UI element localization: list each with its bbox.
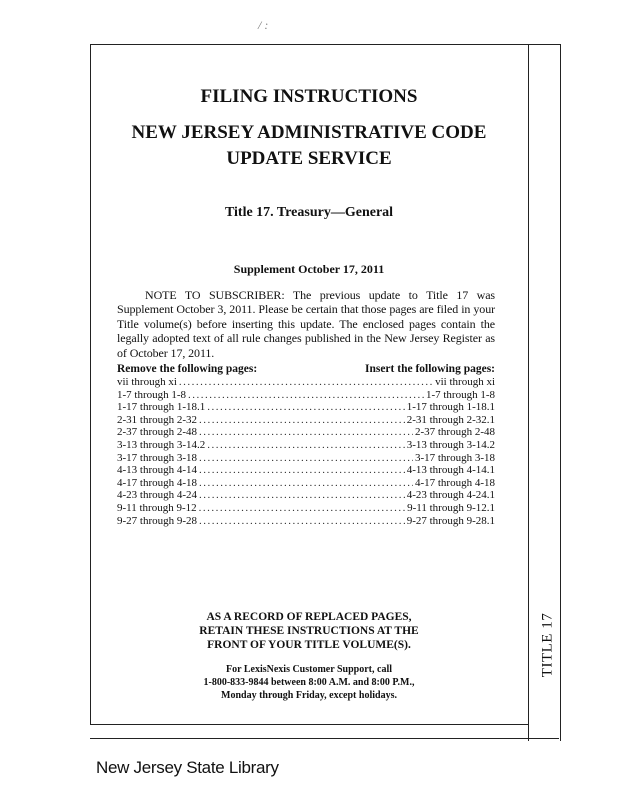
insert-pages: 4-17 through 4-18 <box>414 476 495 489</box>
list-item <box>117 477 495 490</box>
insert-pages: 9-27 through 9-28.1 <box>406 514 495 527</box>
title-tab-label: TITLE 17 <box>539 612 556 678</box>
leader-dots <box>188 389 424 402</box>
insert-pages: 4-13 through 4-14.1 <box>406 464 495 477</box>
list-item <box>117 439 495 452</box>
list-item <box>117 376 495 389</box>
insert-pages: 2-37 through 2-48 <box>414 426 495 439</box>
remove-pages: 4-23 through 4-24 <box>117 489 198 502</box>
leader-dots <box>199 426 413 439</box>
page-list-header <box>117 363 495 376</box>
remove-pages: 2-31 through 2-32 <box>117 413 198 426</box>
insert-pages: 3-13 through 3-14.2 <box>406 438 495 451</box>
list-item <box>117 389 495 402</box>
remove-pages: 4-13 through 4-14 <box>117 464 198 477</box>
library-footer: New Jersey State Library <box>96 758 279 777</box>
insert-pages: 3-17 through 3-18 <box>414 451 495 464</box>
leader-dots <box>207 401 404 414</box>
list-item <box>117 464 495 477</box>
leader-dots <box>199 489 405 502</box>
remove-pages: 3-17 through 3-18 <box>117 451 198 464</box>
remove-pages: 1-7 through 1-8 <box>117 388 187 401</box>
remove-pages: 9-27 through 9-28 <box>117 514 198 527</box>
remove-pages: 9-11 through 9-12 <box>117 501 197 514</box>
leader-dots <box>179 376 433 389</box>
subtitle-line-2: UPDATE SERVICE <box>226 148 392 169</box>
subtitle-line-1: NEW JERSEY ADMINISTRATIVE CODE <box>131 122 487 143</box>
insert-header: Insert the following pages: <box>364 363 495 375</box>
insert-pages: vii through xi <box>435 376 495 388</box>
leader-dots <box>207 439 404 452</box>
insert-pages: 1-7 through 1-8 <box>425 388 495 401</box>
remove-pages: vii through xi <box>117 376 177 388</box>
leader-dots <box>199 414 405 427</box>
insert-pages: 1-17 through 1-18.1 <box>406 401 495 414</box>
leader-dots <box>199 515 405 528</box>
supplement-date: Supplement October 17, 2011 <box>233 262 385 276</box>
support-line-3: Monday through Friday, except holidays. <box>221 690 397 701</box>
remove-pages: 1-17 through 1-18.1 <box>117 401 206 414</box>
page-list <box>117 363 495 527</box>
support-notice <box>90 663 528 702</box>
leader-dots <box>199 477 413 490</box>
record-line-2: RETAIN THESE INSTRUCTIONS AT THE <box>199 625 419 637</box>
page-subtitle <box>90 120 528 172</box>
insert-pages: 9-11 through 9-12.1 <box>407 501 495 514</box>
title-heading: Title 17. Treasury—General <box>224 205 394 220</box>
leader-dots <box>199 464 405 477</box>
list-item <box>117 515 495 528</box>
support-line-1: For LexisNexis Customer Support, call <box>225 664 392 675</box>
list-item <box>117 401 495 414</box>
remove-pages: 2-37 through 2-48 <box>117 426 198 439</box>
leader-dots <box>199 502 405 515</box>
list-item <box>117 414 495 427</box>
leader-dots <box>199 452 413 465</box>
list-item <box>117 489 495 502</box>
insert-pages: 2-31 through 2-32.1 <box>406 413 495 426</box>
remove-pages: 4-17 through 4-18 <box>117 476 198 489</box>
subscriber-note: NOTE TO SUBSCRIBER: The previous update to Title 17 was Supplement October 3, 2011. Please be certain that those pages are filed in your Title volume(s) before inserting this update. The enclosed pages contain the legally adopted text of all rule changes published in the New Jersey Register as of October 17, 2011. <box>117 288 495 360</box>
remove-header: Remove the following pages: <box>117 363 258 375</box>
support-line-2: 1-800-833-9844 between 8:00 A.M. and 8:00 P.M., <box>203 677 415 688</box>
record-notice <box>90 610 528 652</box>
record-line-1: AS A RECORD OF REPLACED PAGES, <box>206 611 412 623</box>
list-item <box>117 502 495 515</box>
insert-pages: 4-23 through 4-24.1 <box>406 489 495 502</box>
record-line-3: FRONT OF YOUR TITLE VOLUME(S). <box>207 639 411 651</box>
outer-bottom-rule <box>90 738 559 739</box>
list-item <box>117 452 495 465</box>
list-item <box>117 426 495 439</box>
page-title: FILING INSTRUCTIONS <box>200 86 418 107</box>
remove-pages: 3-13 through 3-14.2 <box>117 438 206 451</box>
scan-mark: / : <box>258 18 269 32</box>
frame-bottom-rule <box>90 724 528 725</box>
